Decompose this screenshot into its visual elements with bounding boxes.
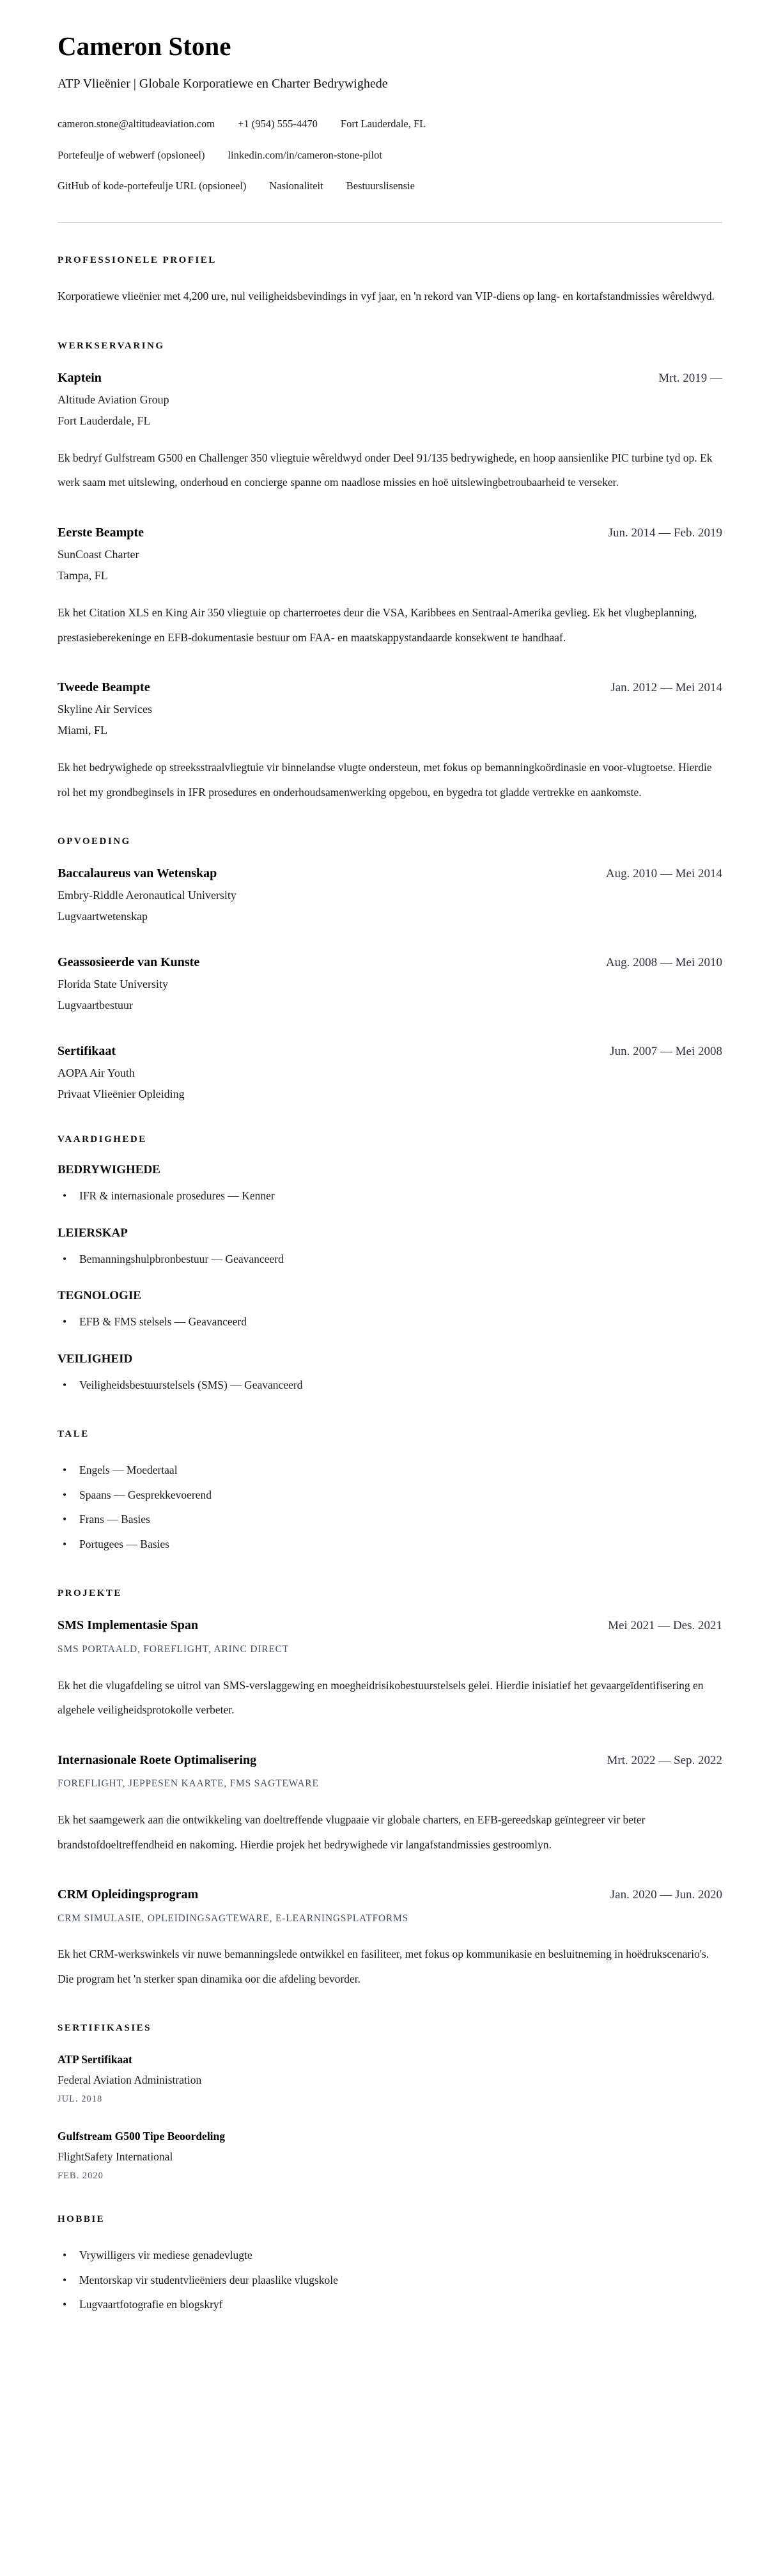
education-entry xyxy=(58,1043,722,1102)
project-title: SMS Implementasie Span xyxy=(58,1618,199,1633)
profile-summary-text: Korporatiewe vlieënier met 4,200 ure, nul veiligheidsbevindings in vyf jaar, en 'n rekord van VIP-diens op lang- en kortafstandmissies wêreldwyd. xyxy=(58,290,715,303)
certification-entry xyxy=(58,2052,722,2105)
education-entry-head xyxy=(58,954,722,971)
degree-dates: Jun. 2007 — Mei 2008 xyxy=(610,1045,722,1059)
certification-date: FEB. 2020 xyxy=(58,2171,104,2182)
project-tools: FOREFLIGHT, JEPPESEN KAARTE, FMS SAGTEWARE xyxy=(58,1778,319,1790)
experience-section-heading: WERKSERVARING xyxy=(58,340,165,351)
project-entry-head xyxy=(58,1617,722,1634)
job-dates: Mrt. 2019 — xyxy=(658,371,722,385)
certifications-section-heading: SERTIFIKASIES xyxy=(58,2023,152,2034)
certification-date: JUL. 2018 xyxy=(58,2094,103,2105)
language-list xyxy=(58,1458,722,1556)
job-title: Eerste Beampte xyxy=(58,525,144,540)
job-description: Ek het bedrywighede op streeksstraalvliegtuie vir binnelandse vlugte ondersteun, met fokus op bemanningkoördinasie en voor-vlugtoetse. Hierdie rol het my grondbeginsels in IFR prosedures en onderhoudsamenwerking opgebou, en bygedra tot gladde vertrekke en aankomste. xyxy=(58,761,712,799)
section-projects xyxy=(58,1588,722,1991)
certification-name: ATP Sertifikaat xyxy=(58,2053,132,2066)
certification-issuer: Federal Aviation Administration xyxy=(58,2073,202,2086)
project-entry-head xyxy=(58,1752,722,1769)
hobby-item: • Mentorskap vir studentvlieëniers deur plaaslike vlugskole xyxy=(58,2268,722,2293)
portfolio-placeholder-text: Portefeulje of webwerf (opsioneel) xyxy=(58,148,205,161)
certification-name: Gulfstream G500 Tipe Beoordeling xyxy=(58,2130,226,2143)
language-item: • Frans — Basies xyxy=(58,1507,722,1532)
section-experience xyxy=(58,341,722,804)
nationality-label: Nasionaliteit xyxy=(269,179,323,192)
skill-item: • Bemanningshulpbronbestuur — Geavanceerd xyxy=(58,1247,722,1272)
job-entry-head xyxy=(58,679,722,696)
school-name: Embry-Riddle Aeronautical University xyxy=(58,888,236,902)
resume-header xyxy=(58,32,722,192)
candidate-name: Cameron Stone xyxy=(58,31,231,61)
degree-dates: Aug. 2008 — Mei 2010 xyxy=(605,956,722,970)
job-company: Skyline Air Services xyxy=(58,702,152,715)
job-description: Ek het Citation XLS en King Air 350 vliegtuie op charterroetes deur die VSA, Karibbees en Sentraal-Amerika gevlieg. Ek het vlugbeplanning, prestasieberekeninge en EFB-dokumentasie bestuur om FAA- en maatskappystandaarde konsekwent te handhaaf. xyxy=(58,606,697,644)
job-title: Kaptein xyxy=(58,370,102,385)
contact-row-3 xyxy=(58,179,722,192)
project-tools: CRM SIMULASIE, OPLEIDINGSAGTEWARE, E-LEARNINGSPLATFORMS xyxy=(58,1912,409,1924)
skill-list xyxy=(58,1373,722,1398)
linkedin-text: linkedin.com/in/cameron-stone-pilot xyxy=(228,148,382,161)
skill-item: • IFR & internasionale prosedures — Kenner xyxy=(58,1183,722,1208)
school-name: AOPA Air Youth xyxy=(58,1066,135,1079)
project-entry xyxy=(58,1752,722,1857)
section-certifications xyxy=(58,2023,722,2182)
language-item: • Portugees — Basies xyxy=(58,1532,722,1557)
school-name: Florida State University xyxy=(58,977,168,990)
hobby-item: • Vrywilligers vir mediese genadevlugte xyxy=(58,2243,722,2268)
education-entry-head xyxy=(58,865,722,882)
project-entry xyxy=(58,1886,722,1991)
phone-text: +1 (954) 555-4470 xyxy=(238,118,318,130)
degree-dates: Aug. 2010 — Mei 2014 xyxy=(605,867,722,881)
job-location: Tampa, FL xyxy=(58,568,108,582)
project-entry-head xyxy=(58,1886,722,1903)
job-dates: Jun. 2014 — Feb. 2019 xyxy=(608,526,722,540)
license-label: Bestuurslisensie xyxy=(346,179,415,192)
language-item: • Engels — Moedertaal xyxy=(58,1458,722,1483)
section-education xyxy=(58,836,722,1102)
header-divider xyxy=(58,222,722,223)
contact-row-2 xyxy=(58,148,722,162)
contact-row-1 xyxy=(58,117,722,130)
skill-group-technology xyxy=(58,1289,722,1334)
hobby-list xyxy=(58,2243,722,2317)
project-description: Ek het die vlugafdeling se uitrol van SMS-verslaggewing en moegheidrisikobestuurstelsels gelei. Hierdie inisiatief het gevaargeïdentifisering en algehele veiligheidsprotokolle verbeter. xyxy=(58,1678,704,1717)
skills-section-heading: VAARDIGHEDE xyxy=(58,1134,147,1145)
job-location: Fort Lauderdale, FL xyxy=(58,414,151,427)
project-entry xyxy=(58,1617,722,1722)
hobby-item: • Lugvaartfotografie en blogskryf xyxy=(58,2292,722,2317)
education-entry-head xyxy=(58,1043,722,1060)
degree-title: Baccalaureus van Wetenskap xyxy=(58,866,217,881)
skill-item: • EFB & FMS stelsels — Geavanceerd xyxy=(58,1309,722,1334)
degree-title: Geassosieerde van Kunste xyxy=(58,955,200,970)
skill-list xyxy=(58,1183,722,1208)
skill-group-title: BEDRYWIGHEDE xyxy=(58,1163,160,1177)
degree-title: Sertifikaat xyxy=(58,1044,116,1059)
education-entry xyxy=(58,865,722,925)
email-text: cameron.stone@altitudeaviation.com xyxy=(58,118,215,130)
project-title: Internasionale Roete Optimalisering xyxy=(58,1752,257,1767)
skill-group-title: LEIERSKAP xyxy=(58,1226,128,1240)
project-tools: SMS PORTAALD, FOREFLIGHT, ARINC DIRECT xyxy=(58,1643,290,1655)
certification-issuer: FlightSafety International xyxy=(58,2150,173,2163)
skill-group-operations xyxy=(58,1163,722,1208)
skill-item: • Veiligheidsbestuurstelsels (SMS) — Geavanceerd xyxy=(58,1373,722,1398)
job-entry xyxy=(58,524,722,650)
job-entry xyxy=(58,679,722,804)
job-company: Altitude Aviation Group xyxy=(58,393,169,406)
section-skills xyxy=(58,1134,722,1397)
projects-section-heading: PROJEKTE xyxy=(58,1588,122,1599)
job-entry-head xyxy=(58,370,722,387)
github-placeholder-text: GitHub of kode-portefeulje URL (opsioneel) xyxy=(58,179,247,192)
field-of-study: Lugvaartbestuur xyxy=(58,999,133,1012)
education-entry xyxy=(58,954,722,1013)
skill-group-title: TEGNOLOGIE xyxy=(58,1289,141,1303)
project-description: Ek het CRM-werkswinkels vir nuwe bemanningslede ontwikkel en fasiliteer, met fokus op kommunikasie en besluitneming in hoëdrukscenario's. Die program het 'n sterker span dinamika oor die afdeling bevorder. xyxy=(58,1948,709,1985)
job-dates: Jan. 2012 — Mei 2014 xyxy=(610,681,722,695)
section-languages xyxy=(58,1429,722,1556)
certification-entry xyxy=(58,2128,722,2182)
skill-group-title: VEILIGHEID xyxy=(58,1352,133,1366)
project-dates: Mrt. 2022 — Sep. 2022 xyxy=(607,1753,722,1767)
candidate-headline: ATP Vlieënier | Globale Korporatiewe en Charter Bedrywighede xyxy=(58,77,388,91)
hobbies-section-heading: HOBBIE xyxy=(58,2214,105,2225)
skill-list xyxy=(58,1247,722,1272)
language-item: • Spaans — Gesprekkevoerend xyxy=(58,1483,722,1508)
project-dates: Jan. 2020 — Jun. 2020 xyxy=(610,1888,722,1902)
field-of-study: Lugvaartwetenskap xyxy=(58,909,148,923)
location-text: Fort Lauderdale, FL xyxy=(340,118,426,130)
job-company: SunCoast Charter xyxy=(58,547,139,561)
education-section-heading: OPVOEDING xyxy=(58,836,131,847)
skill-list xyxy=(58,1309,722,1334)
project-description: Ek het saamgewerk aan die ontwikkeling van doeltreffende vlugpaaie vir globale charters, en EFB-gereedskap geïntegreer vir beter brandstofdoeltreffendheid en nakoming. Hierdie projek het bedrywighede vir langafstandmissies gestroomlyn. xyxy=(58,1813,646,1851)
field-of-study: Privaat Vlieënier Opleiding xyxy=(58,1088,185,1101)
skill-group-safety xyxy=(58,1352,722,1398)
project-title: CRM Opleidingsprogram xyxy=(58,1887,199,1902)
profile-section-heading: PROFESSIONELE PROFIEL xyxy=(58,255,217,266)
job-description: Ek bedryf Gulfstream G500 en Challenger 350 vliegtuie wêreldwyd onder Deel 91/135 bedrywighede, en hoop aansienlike PIC turbine tyd op. Ek werk saam met uitslewing, onderhoud en concierge spanne om naadlose missies en hoë uitslewingbetroubaarheid te verseker. xyxy=(58,451,713,489)
job-entry xyxy=(58,370,722,495)
section-hobbies xyxy=(58,2214,722,2317)
job-title: Tweede Beampte xyxy=(58,680,150,695)
project-dates: Mei 2021 — Des. 2021 xyxy=(608,1619,722,1633)
skill-group-leadership xyxy=(58,1226,722,1272)
job-location: Miami, FL xyxy=(58,723,108,737)
languages-section-heading: TALE xyxy=(58,1429,89,1440)
job-entry-head xyxy=(58,524,722,542)
section-profile xyxy=(58,255,722,309)
